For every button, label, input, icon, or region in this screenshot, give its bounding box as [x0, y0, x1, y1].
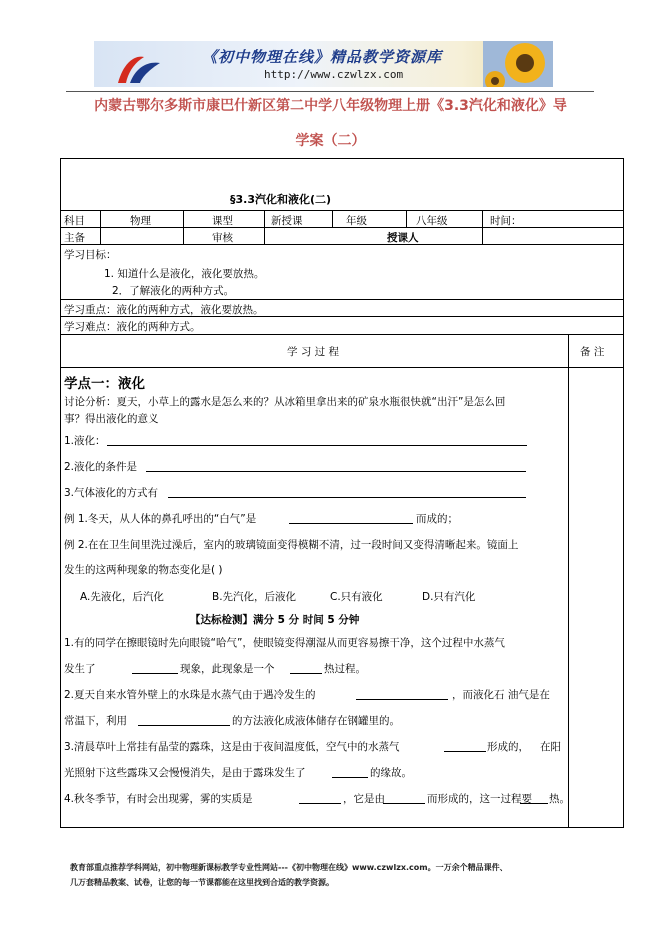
check-q4-c: 而形成的，这一过程要 [427, 793, 532, 805]
key-point: 学习重点：液化的两种方式，液化要放热。 [64, 304, 264, 316]
discussion-line-2: 事？得出液化的意义 [64, 413, 159, 425]
objectives-label: 学习目标： [64, 249, 117, 261]
page-title: 内蒙古鄂尔多斯市康巴什新区第二中学八年级物理上册《3.3汽化和液化》导 [94, 98, 567, 114]
subject-value: 物理 [130, 215, 151, 227]
check-q1-line-1: 1.有的同学在擦眼镜时先向眼镜“哈气”，使眼镜变得潮湿从而更容易擦干净，这个过程中水蒸气 [64, 637, 505, 649]
process-header: 学 习 过 程 [287, 346, 340, 358]
check-q2-b: ，而液化石 油气是在 [452, 689, 550, 701]
header-banner [94, 41, 553, 87]
option-a: A.先液化，后汽化 [80, 591, 164, 603]
example-2-line-2: 发生的这两种现象的物态变化是( ) [64, 564, 223, 576]
check-q2-blank-1[interactable] [356, 699, 448, 700]
reviewer-label: 审核 [212, 232, 233, 244]
section-title: 学点一：液化 [64, 376, 145, 392]
header-rule [66, 91, 594, 92]
question-2: 2.液化的条件是 [64, 461, 138, 473]
discussion-line-1: 讨论分析：夏天，小草上的露水是怎么来的？从冰箱里拿出来的矿泉水瓶很快就“出汗”是怎么回 [64, 396, 506, 408]
check-q4-blank-2[interactable] [383, 803, 425, 804]
teacher-label: 授课人 [387, 232, 419, 244]
check-title: 【达标检测】满分 5 分 时间 5 分钟 [190, 614, 360, 626]
check-q3-b: 形成的， [487, 741, 529, 753]
check-q2-d: 的方法液化成液体储存在钢罐里的。 [232, 715, 400, 727]
check-q1-blank-1[interactable] [132, 673, 178, 674]
check-q3-blank-1[interactable] [444, 751, 486, 752]
check-q2-blank-2[interactable] [138, 725, 230, 726]
check-q2-c: 常温下，利用 [64, 715, 127, 727]
banner-url[interactable]: http://www.czwlzx.com [264, 68, 404, 81]
check-q2-a: 2.夏天自来水管外壁上的水珠是水蒸气由于遇冷发生的 [64, 689, 316, 701]
type-label: 课型 [212, 215, 233, 227]
check-q4-blank-1[interactable] [299, 803, 341, 804]
objective-item-1: 1. 知道什么是液化，液化要放热。 [104, 268, 265, 280]
sunflower-icon [483, 41, 553, 87]
question-1: 1.液化： [64, 435, 106, 447]
answer-blank-2[interactable] [146, 471, 526, 472]
banner-title: 《初中物理在线》精品教学资源库 [202, 48, 443, 66]
check-q3-a: 3.清晨草叶上常挂有晶莹的露珠，这是由于夜间温度低，空气中的水蒸气 [64, 741, 400, 753]
check-q4-d: 热。 [549, 793, 570, 805]
example-2-line-1: 例 2.在在卫生间里洗过澡后，室内的玻璃镜面变得模糊不清，过一段时间又变得清晰起来。镜面上 [64, 539, 519, 551]
lesson-heading: §3.3汽化和液化(二) [230, 193, 332, 206]
type-value: 新授课 [271, 215, 303, 227]
check-q1-a: 发生了 [64, 663, 96, 675]
check-q4-blank-3[interactable] [520, 803, 548, 804]
check-q1-blank-2[interactable] [290, 673, 322, 674]
site-logo-icon [114, 51, 164, 85]
option-c: C.只有液化 [330, 591, 383, 603]
example-1-b: 而成的； [416, 513, 458, 525]
option-d: D.只有汽化 [422, 591, 476, 603]
question-3: 3.气体液化的方式有 [64, 487, 159, 499]
subject-label: 科目 [64, 215, 85, 227]
footer-line-1: 教育部重点推荐学科网站，初中物理新课标教学专业性网站---《初中物理在线》www.czwlzx.com。一万余个精品课件、 [70, 863, 508, 872]
grade-label: 年级 [346, 215, 367, 227]
check-q1-c: 热过程。 [324, 663, 366, 675]
example-1-a: 例 1.冬天，从人体的鼻孔呼出的“白气”是 [64, 513, 257, 525]
answer-blank-1[interactable] [107, 445, 527, 446]
check-q4-b: ，它是由 [343, 793, 385, 805]
notes-header: 备 注 [580, 346, 605, 358]
time-label: 时间： [490, 215, 522, 227]
grade-value: 八年级 [416, 215, 448, 227]
difficulty: 学习难点：液化的两种方式。 [64, 321, 201, 333]
preparer-label: 主备 [64, 232, 85, 244]
check-q3-e: 的缘故。 [370, 767, 412, 779]
option-b: B.先汽化，后液化 [212, 591, 297, 603]
check-q1-b: 现象，此现象是一个 [180, 663, 275, 675]
check-q4-a: 4.秋冬季节，有时会出现雾，雾的实质是 [64, 793, 253, 805]
check-q3-blank-2[interactable] [332, 777, 368, 778]
answer-blank-3[interactable] [168, 497, 526, 498]
page-title-continued: 学案（二） [295, 133, 366, 149]
footer-line-2: 几万套精品教案、试卷，让您的每一节课都能在这里找到合适的教学资源。 [70, 878, 334, 887]
check-q3-d: 光照射下这些露珠又会慢慢消失，是由于露珠发生了 [64, 767, 306, 779]
objective-item-2: 2．了解液化的两种方式。 [112, 285, 235, 297]
example-1-blank[interactable] [289, 523, 413, 524]
check-q3-c: 在阳 [540, 741, 561, 753]
